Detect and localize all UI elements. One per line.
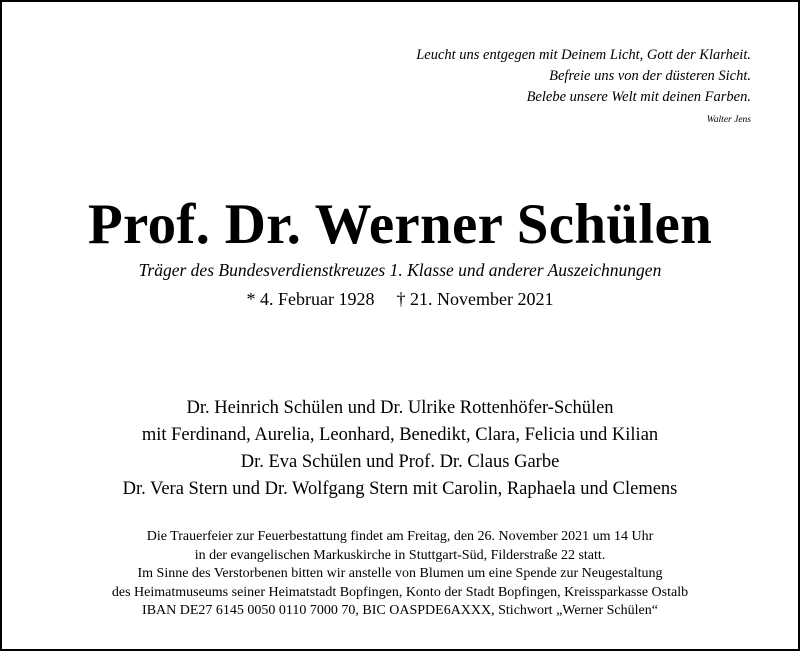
- death-date: † 21. November 2021: [396, 289, 554, 309]
- funeral-notice: [2, 528, 798, 621]
- deceased-honors: Träger des Bundesverdienstkreuzes 1. Klasse und anderer Auszeichnungen: [138, 260, 662, 280]
- notice-line: in der evangelischen Markuskirche in Stuttgart-Süd, Filderstraße 22 statt.: [194, 547, 606, 563]
- notice-line: Im Sinne des Verstorbenen bitten wir anstelle von Blumen um eine Spende zur Neugestaltung: [137, 566, 663, 581]
- deceased-name: Prof. Dr. Werner Schülen: [87, 193, 713, 256]
- mourner-line: Dr. Eva Schülen und Prof. Dr. Claus Garbe: [240, 452, 560, 472]
- mourner-line: mit Ferdinand, Aurelia, Leonhard, Benedikt, Clara, Felicia und Kilian: [141, 425, 659, 445]
- mourner-line: Dr. Heinrich Schülen und Dr. Ulrike Rottenhöfer-Schülen: [186, 398, 614, 418]
- birth-date: * 4. Februar 1928: [246, 289, 375, 309]
- poem-quote: [416, 45, 751, 108]
- notice-line: Die Trauerfeier zur Feuerbestattung findet am Freitag, den 26. November 2021 um 14 Uhr: [146, 529, 654, 544]
- poem-line: Belebe unsere Welt mit deinen Farben.: [526, 89, 751, 105]
- mourner-line: Dr. Vera Stern und Dr. Wolfgang Stern mit Carolin, Raphaela und Clemens: [122, 479, 678, 499]
- notice-line: des Heimatmuseums seiner Heimatstadt Bopfingen, Konto der Stadt Bopfingen, Kreissparkasse Ostalb: [111, 584, 689, 600]
- poem-line: Leucht uns entgegen mit Deinem Licht, Gott der Klarheit.: [416, 47, 751, 63]
- mourners-list: [2, 395, 798, 503]
- life-dates: [2, 288, 798, 310]
- poem-line: Befreie uns von der düsteren Sicht.: [549, 68, 751, 84]
- notice-line: IBAN DE27 6145 0050 0110 7000 70, BIC OASPDE6AXXX, Stichwort „Werner Schülen“: [142, 603, 658, 618]
- poem-author: Walter Jens: [706, 115, 751, 125]
